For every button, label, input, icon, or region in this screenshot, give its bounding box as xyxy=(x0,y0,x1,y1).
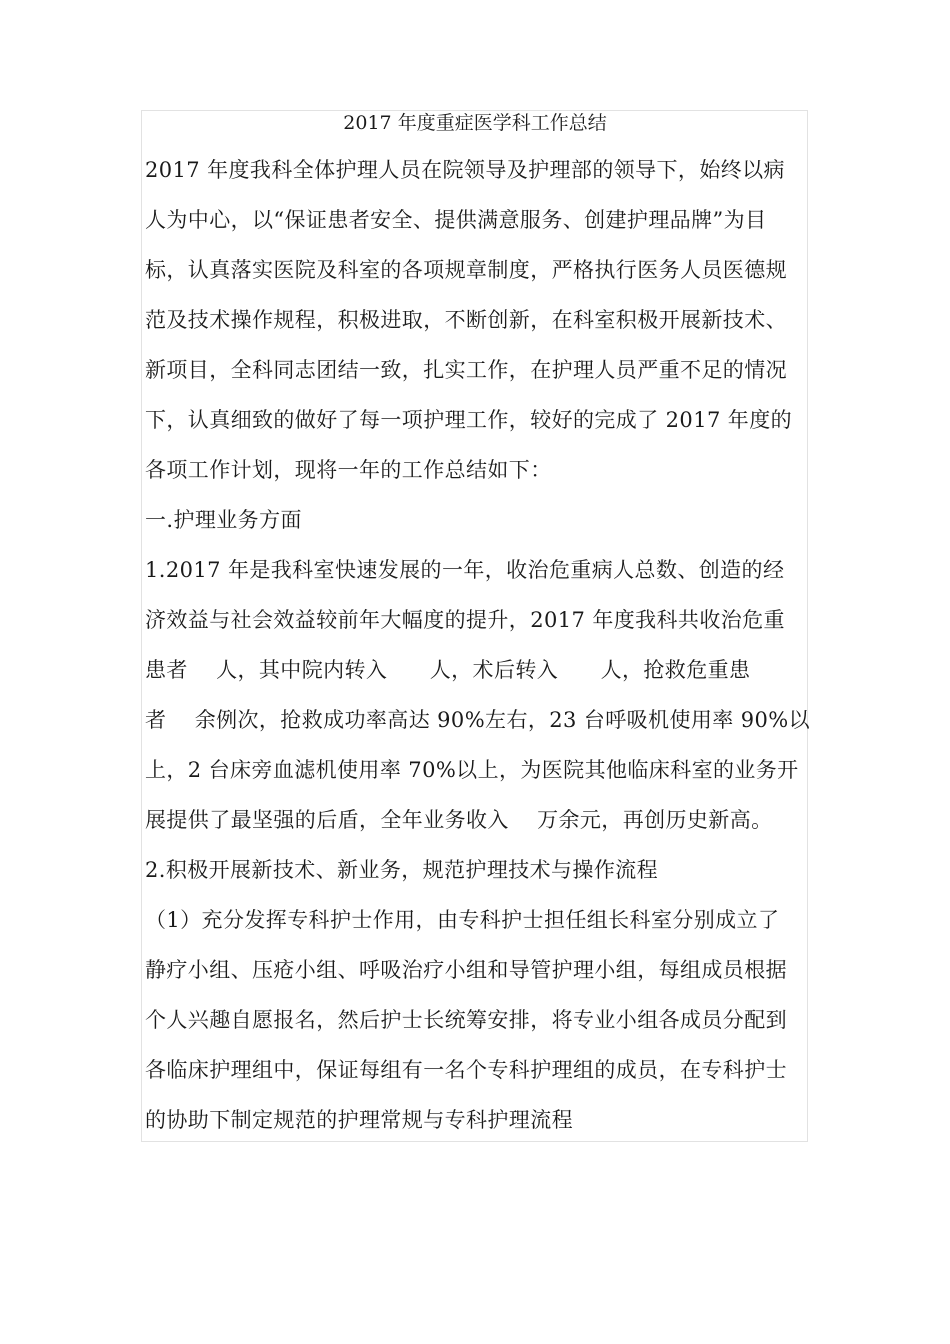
paragraph-line: 个人兴趣自愿报名，然后护士长统筹安排，将专业小组各成员分配到 xyxy=(145,1008,787,1032)
paragraph-line: 各项工作计划，现将一年的工作总结如下： xyxy=(145,458,552,482)
paragraph-line: 新项目，全科同志团结一致，扎实工作，在护理人员严重不足的情况 xyxy=(145,358,787,382)
paragraph-line: 上，2 台床旁血滤机使用率 70%以上，为医院其他临床科室的业务开 xyxy=(145,758,799,782)
paragraph-line: 静疗小组、压疮小组、呼吸治疗小组和导管护理小组，每组成员根据 xyxy=(145,958,787,982)
paragraph-line: 济效益与社会效益较前年大幅度的提升，2017 年度我科共收治危重 xyxy=(145,608,785,632)
subsection-heading: 2.积极开展新技术、新业务，规范护理技术与操作流程 xyxy=(145,858,659,882)
paragraph-line: 下，认真细致的做好了每一项护理工作，较好的完成了 2017 年度的 xyxy=(145,408,792,432)
document-title: 2017 年度重症医学科工作总结 xyxy=(343,112,607,134)
paragraph-line: 2017 年度我科全体护理人员在院领导及护理部的领导下，始终以病 xyxy=(145,158,785,182)
paragraph-line: 范及技术操作规程，积极进取，不断创新，在科室积极开展新技术、 xyxy=(145,308,787,332)
paragraph-line: 1.2017 年是我科室快速发展的一年，收治危重病人总数、创造的经 xyxy=(145,558,785,582)
paragraph-line: 各临床护理组中，保证每组有一名个专科护理组的成员，在专科护士 xyxy=(145,1058,787,1082)
paragraph-line: 展提供了最坚强的后盾，全年业务收入 万余元，再创历史新高。 xyxy=(145,808,773,832)
paragraph-line: （1）充分发挥专科护士作用，由专科护士担任组长科室分别成立了 xyxy=(145,908,780,932)
section-heading: 一.护理业务方面 xyxy=(145,508,302,532)
paragraph-line: 标，认真落实医院及科室的各项规章制度，严格执行医务人员医德规 xyxy=(145,258,787,282)
paragraph-line: 患者 人，其中院内转入 人，术后转入 人，抢救危重患 xyxy=(145,658,751,682)
paragraph-line: 人为中心，以“保证患者安全、提供满意服务、创建护理品牌”为目 xyxy=(145,208,767,232)
paragraph-line: 的协助下制定规范的护理常规与专科护理流程 xyxy=(145,1108,573,1132)
paragraph-line: 者 余例次，抢救成功率高达 90%左右，23 台呼吸机使用率 90%以 xyxy=(145,708,810,732)
